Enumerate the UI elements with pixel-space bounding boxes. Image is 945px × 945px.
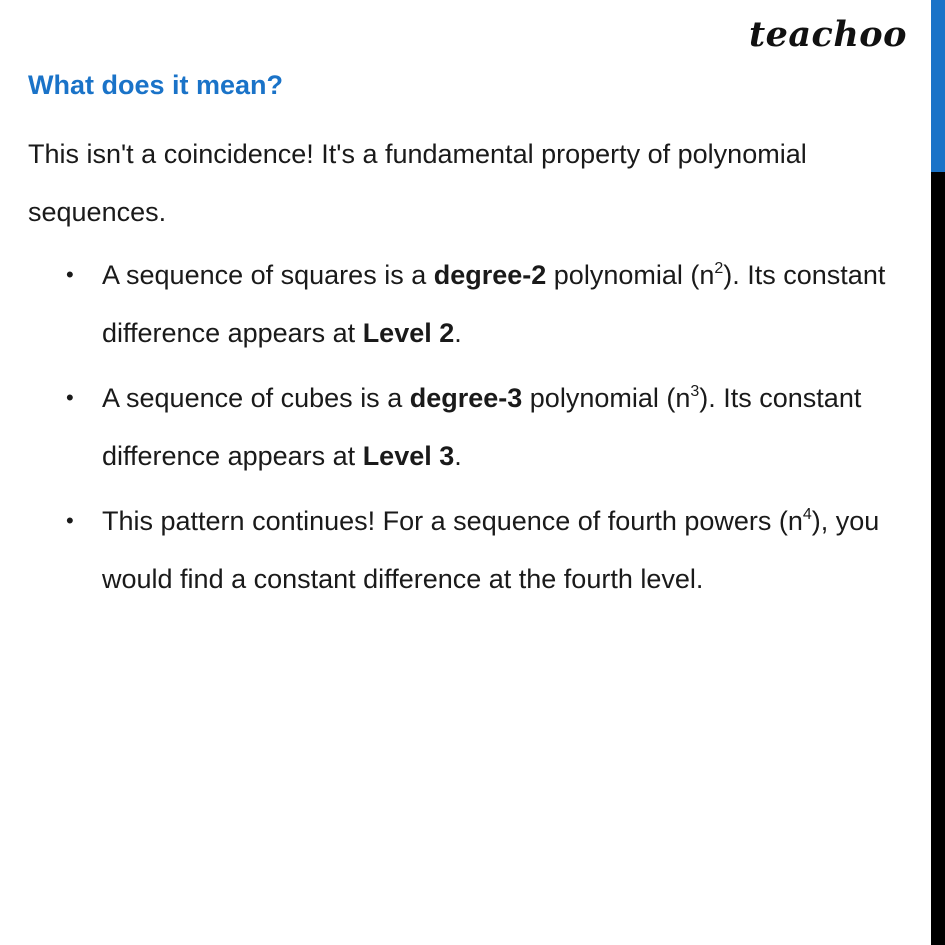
right-edge-bar [931,0,945,945]
bullet-emphasis: degree-2 [433,260,547,290]
bullet-emphasis: Level 3 [362,441,455,471]
teachoo-logo: teachoo [748,14,907,55]
bullet-item-cubes [28,369,918,485]
bullet-item-squares [28,246,918,362]
bullet-text: ). Its constant difference appears at [102,383,862,471]
bullet-text: ). Its constant difference appears at [102,260,886,348]
bullet-dot-icon: • [66,508,74,533]
bullet-emphasis: degree-3 [409,383,523,413]
bullet-text: ), you would find a constant difference at the fourth level. [102,506,880,594]
bullet-item-pattern [28,492,918,608]
exponent: 2 [714,260,724,277]
exponent: 4 [802,506,812,523]
bullet-list [28,246,918,615]
bullet-text: . [454,441,462,471]
scroll-accent-segment [931,0,945,172]
bullet-text: A sequence of cubes is a [102,383,410,413]
bullet-text: This pattern continues! For a sequence of fourth powers (n [102,506,803,536]
bullet-text: polynomial (n [546,260,715,290]
bullet-text: polynomial (n [522,383,691,413]
intro-paragraph: This isn't a coincidence! It's a fundamental property of polynomial sequences. [28,139,807,227]
bullet-emphasis: Level 2 [362,318,455,348]
bullet-text: . [454,318,462,348]
bullet-dot-icon: • [66,385,74,410]
bullet-text: A sequence of squares is a [102,260,434,290]
section-heading: What does it mean? [28,70,284,100]
bullet-dot-icon: • [66,262,74,287]
exponent: 3 [690,383,700,400]
